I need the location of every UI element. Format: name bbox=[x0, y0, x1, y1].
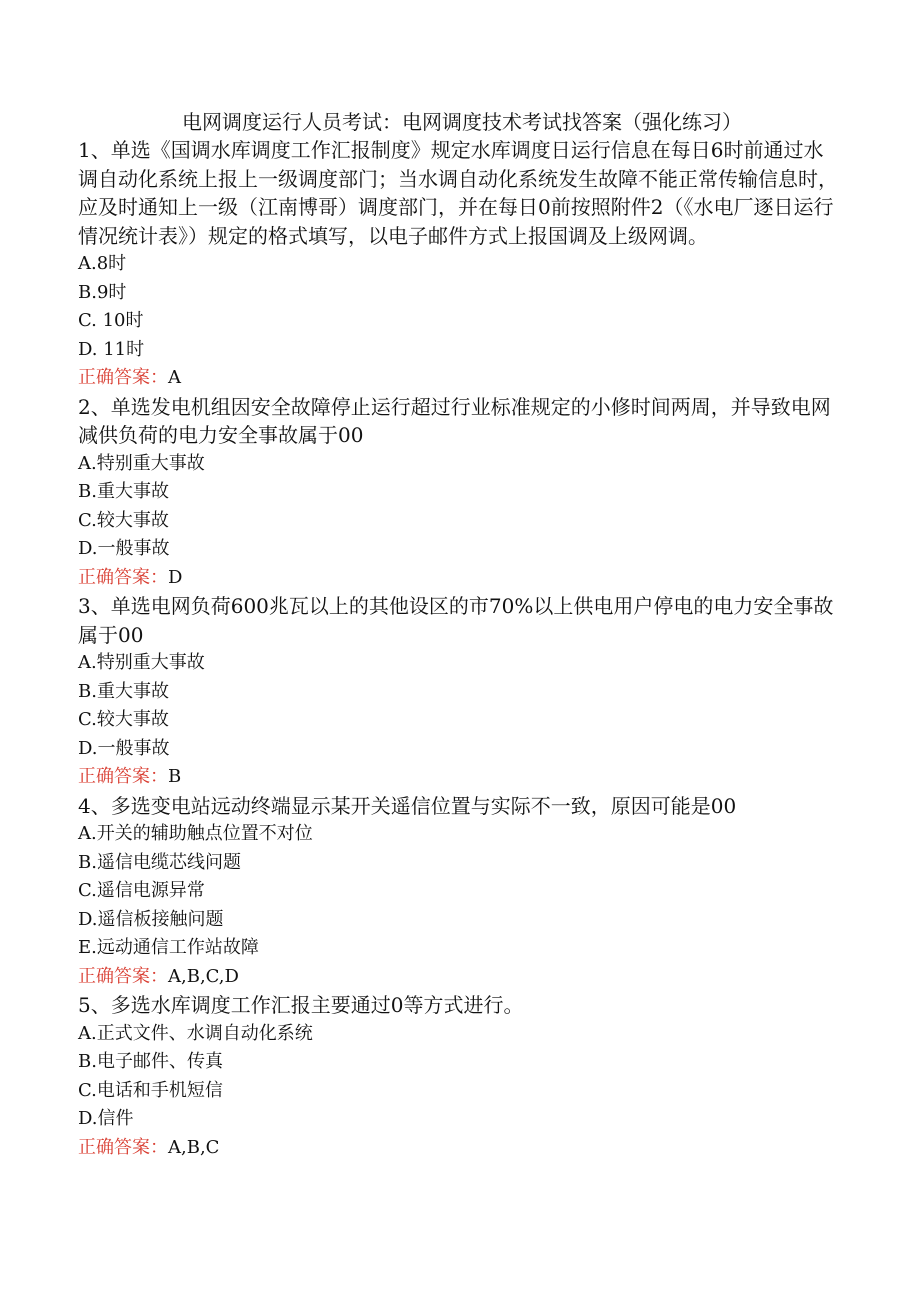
correct-answer bbox=[78, 364, 838, 393]
option-d: D. 11时 bbox=[78, 338, 145, 360]
question-2 bbox=[78, 393, 838, 593]
answer-value: A,B,C,D bbox=[168, 965, 239, 987]
correct-answer bbox=[78, 963, 838, 992]
option-e: E.远动通信工作站故障 bbox=[78, 937, 259, 958]
question-5 bbox=[78, 991, 838, 1162]
question-4 bbox=[78, 792, 838, 992]
option-b: B.电子邮件、传真 bbox=[78, 1051, 223, 1072]
option-a: A.特别重大事故 bbox=[78, 452, 205, 474]
option-a: A.开关的辅助触点位置不对位 bbox=[78, 823, 313, 844]
correct-answer bbox=[78, 1134, 838, 1163]
correct-answer bbox=[78, 564, 838, 593]
document-page bbox=[78, 108, 838, 1162]
answer-label: 正确答案： bbox=[78, 367, 168, 388]
question-stem: 4、多选变电站远动终端显示某开关遥信位置与实际不一致，原因可能是00 bbox=[78, 793, 737, 818]
question-stem: 2、单选发电机组因安全故障停止运行超过行业标准规定的小修时间两周，并导致电网减供负荷的电力安全事故属于00 bbox=[78, 394, 831, 447]
option-d: D.一般事故 bbox=[78, 737, 170, 759]
option-b: B.重大事故 bbox=[78, 680, 169, 702]
option-d: D.遥信板接触问题 bbox=[78, 908, 224, 930]
option-a: A.特别重大事故 bbox=[78, 652, 205, 673]
option-c: C. 10时 bbox=[78, 310, 144, 331]
answer-value: A,B,C bbox=[168, 1136, 220, 1158]
option-a: A.正式文件、水调自动化系统 bbox=[78, 1022, 313, 1044]
answer-label: 正确答案： bbox=[78, 566, 168, 588]
answer-value: A bbox=[168, 367, 181, 388]
question-stem: 1、单选《国调水库调度工作汇报制度》规定水库调度日运行信息在每日6时前通过水调自动化系统上报上一级调度部门；当水调自动化系统发生故障不能正常传输信息时，应及时通知上一级（江南博哥）调度部门，并在每日0前按照附件2（《水电厂逐日运行情况统计表》）规定的格式填写，以电子邮件方式上报国调及上级网调。 bbox=[78, 138, 838, 248]
correct-answer bbox=[78, 763, 838, 792]
answer-value: B bbox=[168, 766, 182, 787]
question-3 bbox=[78, 592, 838, 792]
option-b: B.重大事故 bbox=[78, 481, 169, 502]
document-title: 电网调度运行人员考试：电网调度技术考试找答案（强化练习） bbox=[182, 110, 742, 134]
answer-label: 正确答案： bbox=[78, 766, 168, 787]
option-c: C.较大事故 bbox=[78, 709, 169, 730]
option-a: A.8时 bbox=[78, 253, 127, 274]
answer-label: 正确答案： bbox=[78, 965, 168, 987]
option-c: C.遥信电源异常 bbox=[78, 880, 205, 901]
question-stem: 3、单选电网负荷600兆瓦以上的其他设区的市70%以上供电用户停电的电力安全事故属于00 bbox=[78, 594, 834, 647]
option-d: D.一般事故 bbox=[78, 538, 170, 559]
option-c: C.较大事故 bbox=[78, 509, 169, 531]
option-c: C.电话和手机短信 bbox=[78, 1079, 223, 1101]
question-1 bbox=[78, 136, 838, 393]
option-d: D.信件 bbox=[78, 1108, 134, 1129]
answer-label: 正确答案： bbox=[78, 1136, 168, 1158]
option-b: B.9时 bbox=[78, 281, 127, 303]
option-b: B.遥信电缆芯线问题 bbox=[78, 851, 241, 873]
question-stem: 5、多选水库调度工作汇报主要通过0等方式进行。 bbox=[78, 993, 524, 1017]
answer-value: D bbox=[168, 566, 183, 588]
